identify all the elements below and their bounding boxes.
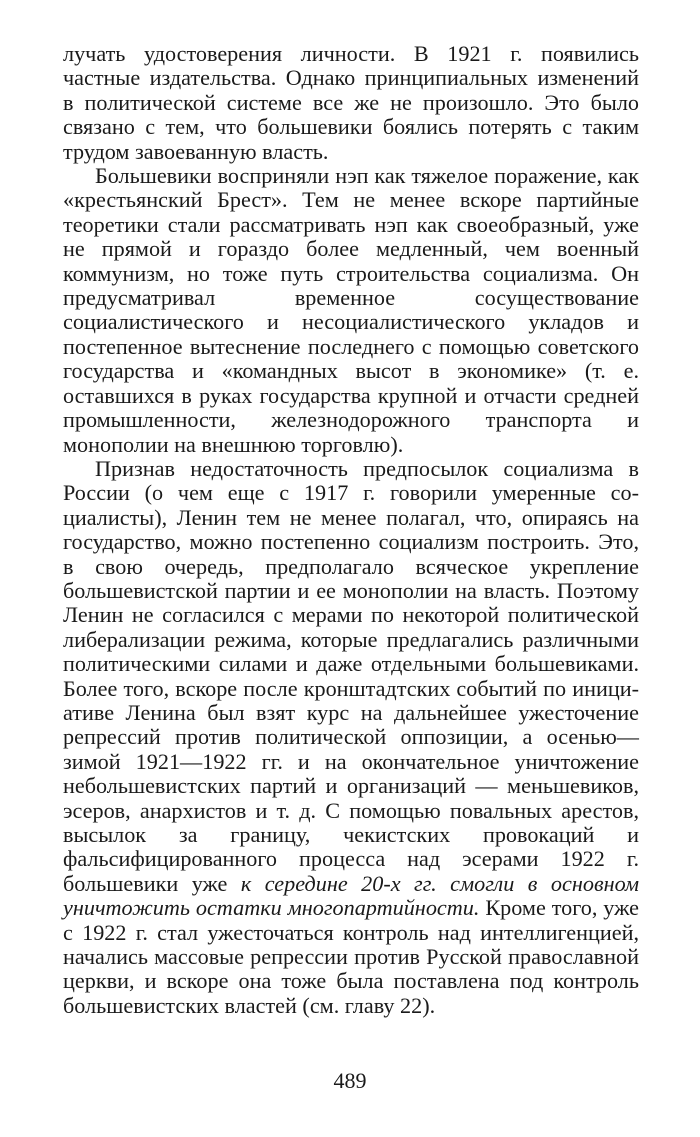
paragraph-3-italic-emphasis: к середине 20-х гг. смогли в основном уничтожить остатки многопартийности.	[63, 870, 639, 921]
paragraph-1-text: лучать удостоверения личности. В 1921 г. появились частные издательства. Однако принципиальных изменений в политической системе все же не произошло. Это было связано с тем, что большевики боялись потерять с таким трудом завоеванную власть.	[63, 41, 639, 164]
page-body	[63, 42, 639, 1018]
paragraph-3-text-start: Признав недостаточность предпосылок социализма в России (о чем еще с 1917 г. говорили умеренные социалисты), Ленин тем не менее полагал, что, опираясь на государство, можно постепенно социализм построить. Это, в свою очередь, предполагало всяческое укрепление большевистской партии и ее монополии на власть. Поэтому Ленин не согласился с мерами по некоторой политической либерализации режима, которые предлагались различными политическими силами и даже отдельными большевиками. Более того, вскоре после кронштадтских событий по инициативе Ленина был взят курс на дальнейшее ужесточение репрессий против политической оппозиции, а осенью—зимой 1921—1922 гг. и на окончательное уничтожение небольшевистских партий и организаций — меньшевиков, эсеров, анархистов и т. д. С помощью повальных арестов, высылок за границу, чекистских провокаций и фальсифицированного процесса над эсерами 1922 г. большевики уже	[63, 455, 639, 896]
paragraph-2-text: Большевики восприняли нэп как тяжелое поражение, как «крестьянский Брест». Тем не менее вскоре партийные теоретики стали рассматривать нэп как своеобразный, уже не прямой и гораздо более медленный, чем военный коммунизм, но тоже путь строительства социализма. Он предусматривал временное сосуществование социалистического и несоциалистического укладов и постепенное вытеснение последнего с помощью советского государства и «командных высот в экономике» (т. е. оставшихся в руках государства крупной и отчасти средней промышленности, железнодорожного транспорта и монополии на внешнюю торговлю).	[63, 163, 639, 457]
paragraph-1	[63, 42, 639, 164]
paragraph-3	[63, 457, 639, 1018]
paragraph-2	[63, 164, 639, 457]
paragraph-3-text-end: Кроме того, уже с 1922 г. стал ужесточаться контроль над интеллигенцией, начались массовые репрессии против Русской православной церкви, и вскоре она тоже была поставлена под контроль большевистских властей (см. главу 22).	[63, 895, 639, 1018]
page-number: 489	[333, 1068, 367, 1093]
